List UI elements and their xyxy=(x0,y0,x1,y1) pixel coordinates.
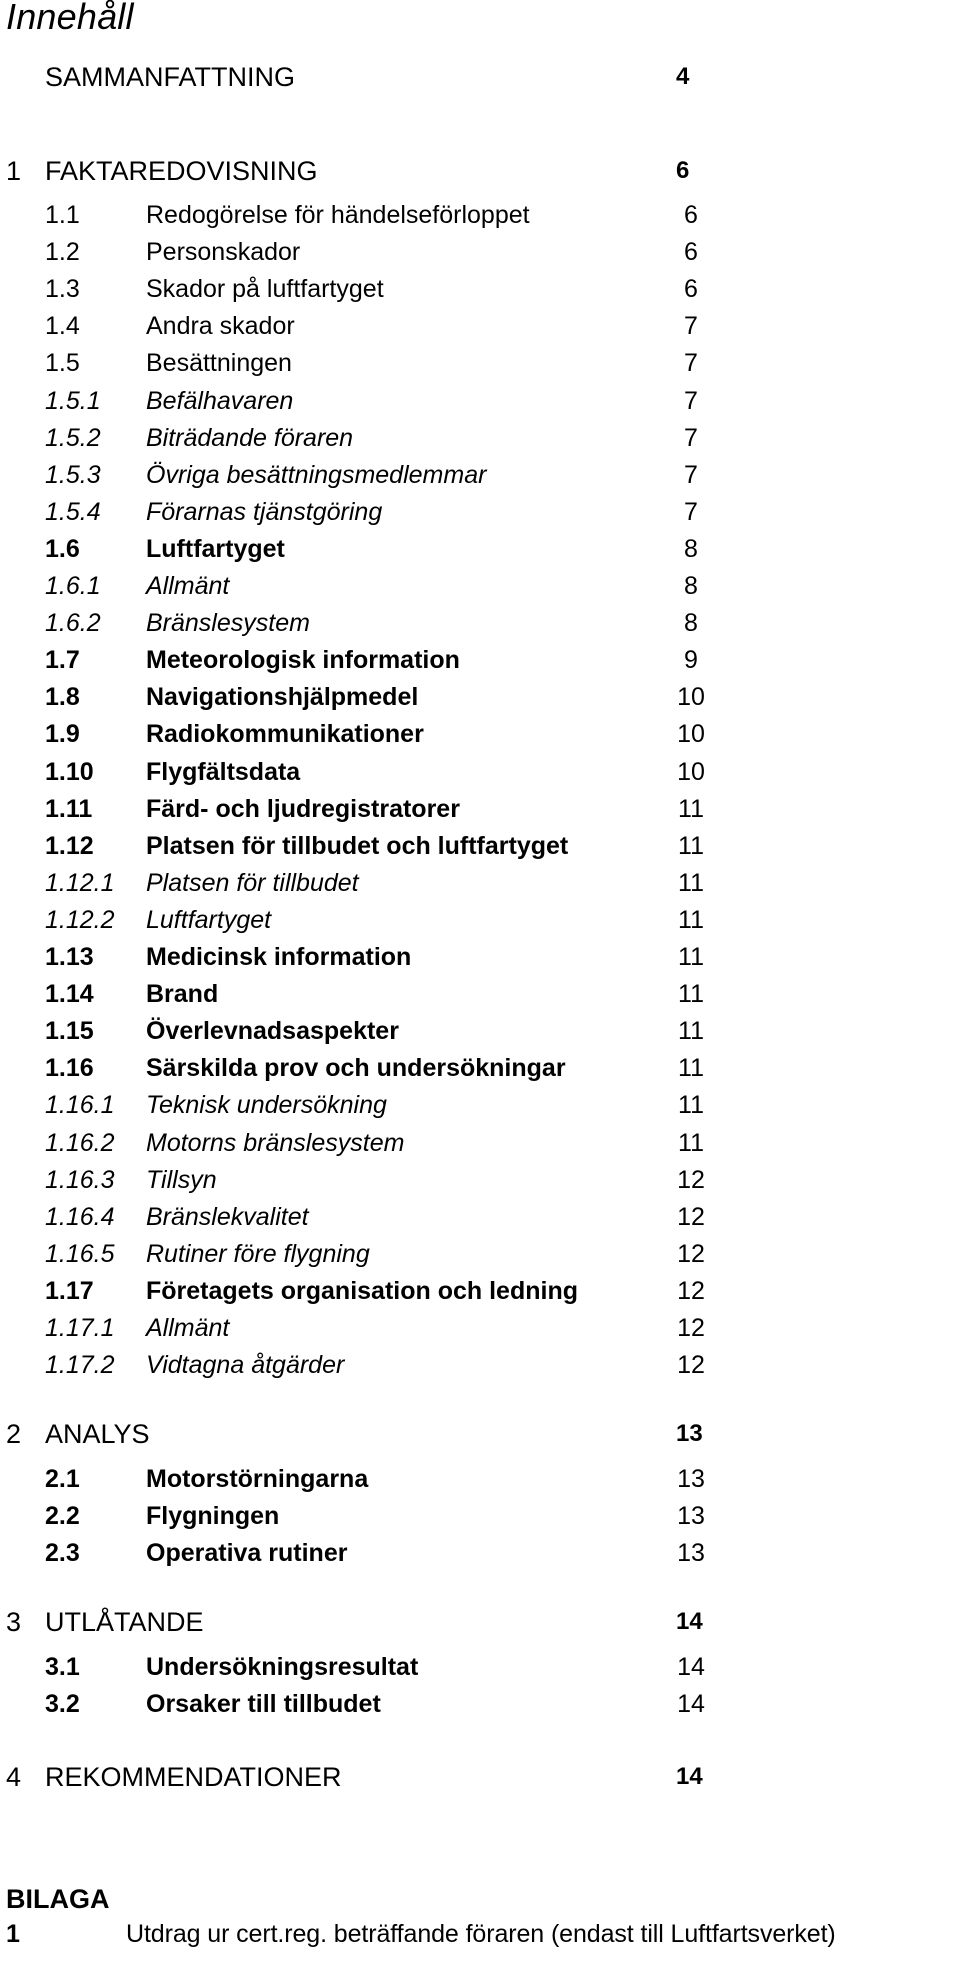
page-number: 13 xyxy=(677,1465,705,1493)
toc-entry[interactable] xyxy=(0,1236,960,1272)
toc-entry[interactable] xyxy=(0,642,960,678)
entry-number: 1.17.1 xyxy=(45,1314,115,1342)
toc-entry[interactable] xyxy=(0,865,960,901)
entry-title: Överlevnadsaspekter xyxy=(146,1017,399,1046)
entry-number: 1.13 xyxy=(45,943,94,971)
entry-title: Brand xyxy=(146,980,219,1009)
toc-entry[interactable] xyxy=(0,1310,960,1346)
toc-entry[interactable] xyxy=(0,828,960,864)
page-number: 14 xyxy=(677,1690,705,1719)
page-number: 8 xyxy=(684,609,698,638)
page-number: 7 xyxy=(684,460,698,489)
toc-entry[interactable] xyxy=(0,716,960,752)
page-number: 11 xyxy=(678,943,704,971)
toc-entry[interactable] xyxy=(0,1535,960,1571)
entry-title: Flygningen xyxy=(146,1502,280,1531)
appendix-number: 1 xyxy=(6,1920,20,1948)
page-number: 11 xyxy=(678,1128,704,1157)
toc-section-heading[interactable] xyxy=(0,59,960,95)
toc-entry[interactable] xyxy=(0,234,960,270)
toc-entry[interactable] xyxy=(0,568,960,604)
toc-entry[interactable] xyxy=(0,1461,960,1497)
entry-number: 1.3 xyxy=(45,275,80,304)
page-number: 14 xyxy=(676,1763,703,1790)
entry-number: 1.14 xyxy=(45,980,94,1009)
toc-entry[interactable] xyxy=(0,345,960,381)
entry-title: Operativa rutiner xyxy=(146,1539,348,1568)
entry-number: 2.2 xyxy=(45,1502,80,1531)
entry-title: Platsen för tillbudet och luftfartyget xyxy=(146,831,569,860)
page-number: 8 xyxy=(684,572,698,600)
entry-number: 1.12.2 xyxy=(45,905,115,934)
toc-section-heading[interactable] xyxy=(0,1416,960,1452)
section-title: REKOMMENDATIONER xyxy=(45,1762,342,1792)
toc-entry[interactable] xyxy=(0,457,960,493)
page-title: Innehåll xyxy=(6,0,134,37)
entry-title: Andra skador xyxy=(146,312,295,341)
page-number: 13 xyxy=(677,1539,705,1568)
entry-number: 1.16.3 xyxy=(45,1165,115,1194)
entry-title: Teknisk undersökning xyxy=(146,1091,387,1120)
entry-number: 1.8 xyxy=(45,683,80,712)
page-number: 13 xyxy=(677,1502,705,1531)
toc-entry[interactable] xyxy=(0,791,960,827)
entry-title: Platsen för tillbudet xyxy=(146,868,359,897)
entry-title: Förarnas tjänstgöring xyxy=(146,497,383,526)
entry-title: Motorstörningarna xyxy=(146,1465,369,1493)
page-number: 7 xyxy=(684,386,698,415)
toc-entry[interactable] xyxy=(0,494,960,530)
page-number: 10 xyxy=(677,757,705,786)
page-number: 11 xyxy=(678,868,704,897)
page-number: 11 xyxy=(678,1017,704,1046)
toc-entry[interactable] xyxy=(0,271,960,307)
entry-title: Bränslesystem xyxy=(146,609,310,638)
section-number: 2 xyxy=(6,1419,22,1449)
entry-number: 1.5.3 xyxy=(45,460,101,489)
toc-entry[interactable] xyxy=(0,1498,960,1534)
toc-entry[interactable] xyxy=(0,531,960,567)
appendix-heading: BILAGA xyxy=(6,1884,110,1914)
entry-number: 1.10 xyxy=(45,757,94,786)
toc-entry[interactable] xyxy=(0,1686,960,1722)
entry-number: 1.15 xyxy=(45,1017,94,1046)
entry-number: 1.16.1 xyxy=(45,1091,115,1120)
page-number: 6 xyxy=(684,238,698,267)
entry-number: 2.1 xyxy=(45,1465,80,1493)
page-number: 12 xyxy=(677,1314,705,1342)
entry-number: 1.5.1 xyxy=(45,386,101,415)
entry-title: Befälhavaren xyxy=(146,386,294,415)
entry-title: Företagets organisation och ledning xyxy=(146,1276,578,1305)
entry-title: Allmänt xyxy=(146,572,230,600)
toc-entry[interactable] xyxy=(0,383,960,419)
page-number: 14 xyxy=(677,1653,705,1681)
toc-entry[interactable] xyxy=(0,679,960,715)
entry-title: Vidtagna åtgärder xyxy=(146,1351,345,1380)
page-number: 14 xyxy=(676,1608,703,1635)
entry-title: Skador på luftfartyget xyxy=(146,275,384,304)
entry-number: 1.16 xyxy=(45,1054,94,1083)
page-number: 11 xyxy=(678,905,704,934)
page-number: 4 xyxy=(676,63,690,90)
appendix-title: Utdrag ur cert.reg. beträffande föraren (endast till Luftfartsverket) xyxy=(126,1920,836,1948)
page-number: 12 xyxy=(677,1165,705,1194)
page-number: 11 xyxy=(678,1091,704,1120)
entry-number: 1.9 xyxy=(45,720,80,749)
toc-entry[interactable] xyxy=(0,420,960,456)
entry-number: 1.6.2 xyxy=(45,609,101,638)
entry-title: Luftfartyget xyxy=(146,905,272,934)
entry-number: 1.17 xyxy=(45,1276,94,1305)
toc-entry[interactable] xyxy=(0,197,960,233)
entry-number: 1.1 xyxy=(45,201,80,229)
entry-title: Luftfartyget xyxy=(146,534,285,563)
page-number: 11 xyxy=(678,980,704,1009)
section-number: 4 xyxy=(6,1762,22,1792)
page-number: 12 xyxy=(677,1276,705,1305)
toc-entry[interactable] xyxy=(0,754,960,790)
page-number: 6 xyxy=(684,201,698,229)
page-number: 12 xyxy=(677,1202,705,1231)
entry-title: Biträdande föraren xyxy=(146,423,354,452)
entry-number: 1.6.1 xyxy=(45,572,101,600)
entry-number: 1.16.2 xyxy=(45,1128,115,1157)
toc-entry[interactable] xyxy=(0,1649,960,1685)
page-number: 10 xyxy=(677,683,705,712)
section-number: 1 xyxy=(6,156,22,186)
entry-number: 1.12.1 xyxy=(45,868,115,897)
toc-entry[interactable] xyxy=(0,1273,960,1309)
entry-number: 1.5 xyxy=(45,349,80,378)
page-number: 12 xyxy=(677,1351,705,1380)
toc-entry[interactable] xyxy=(0,1199,960,1235)
page-number: 7 xyxy=(684,497,698,526)
page-number: 11 xyxy=(678,1054,704,1083)
entry-title: Särskilda prov och undersökningar xyxy=(146,1054,566,1083)
page-number: 12 xyxy=(677,1239,705,1268)
toc-entry[interactable] xyxy=(0,1162,960,1198)
entry-number: 1.16.4 xyxy=(45,1202,115,1231)
section-title: FAKTAREDOVISNING xyxy=(45,156,318,186)
entry-number: 3.1 xyxy=(45,1653,80,1681)
toc-entry[interactable] xyxy=(0,939,960,975)
page-number: 8 xyxy=(684,534,698,563)
entry-number: 1.16.5 xyxy=(45,1239,115,1268)
section-title: ANALYS xyxy=(45,1419,150,1449)
section-title: SAMMANFATTNING xyxy=(45,62,296,92)
toc-entry[interactable] xyxy=(0,1125,960,1161)
page-number: 6 xyxy=(684,275,698,304)
entry-title: Allmänt xyxy=(146,1314,230,1342)
page-number: 11 xyxy=(678,794,704,823)
page-number: 6 xyxy=(676,157,690,184)
page-number: 7 xyxy=(684,423,698,452)
toc-entry[interactable] xyxy=(0,605,960,641)
entry-title: Bränslekvalitet xyxy=(146,1202,309,1231)
toc-section-heading[interactable] xyxy=(0,153,960,189)
toc-entry[interactable] xyxy=(0,902,960,938)
entry-number: 3.2 xyxy=(45,1690,80,1719)
toc-entry[interactable] xyxy=(0,1347,960,1383)
entry-title: Undersökningsresultat xyxy=(146,1653,419,1681)
entry-number: 2.3 xyxy=(45,1539,80,1568)
page-number: 7 xyxy=(684,312,698,341)
entry-title: Meteorologisk information xyxy=(146,646,460,675)
section-title: UTLÅTANDE xyxy=(45,1607,204,1637)
entry-title: Redogörelse för händelseförloppet xyxy=(146,201,530,229)
entry-number: 1.6 xyxy=(45,534,80,563)
entry-number: 1.11 xyxy=(45,794,93,823)
page-number: 13 xyxy=(676,1420,703,1447)
toc-entry[interactable] xyxy=(0,308,960,344)
entry-title: Navigationshjälpmedel xyxy=(146,683,419,712)
toc-entry[interactable] xyxy=(0,976,960,1012)
entry-number: 1.4 xyxy=(45,312,80,341)
entry-number: 1.2 xyxy=(45,238,80,267)
entry-title: Tillsyn xyxy=(146,1165,217,1194)
entry-title: Personskador xyxy=(146,238,301,267)
page-number: 11 xyxy=(678,831,704,860)
entry-title: Medicinsk information xyxy=(146,943,412,971)
section-number: 3 xyxy=(6,1607,22,1637)
entry-number: 1.5.2 xyxy=(45,423,101,452)
entry-title: Orsaker till tillbudet xyxy=(146,1690,381,1719)
entry-title: Färd- och ljudregistratorer xyxy=(146,794,460,823)
entry-number: 1.17.2 xyxy=(45,1351,115,1380)
entry-title: Motorns bränslesystem xyxy=(146,1128,405,1157)
entry-title: Övriga besättningsmedlemmar xyxy=(146,460,487,489)
toc-section-heading[interactable] xyxy=(0,1759,960,1795)
entry-number: 1.7 xyxy=(45,646,80,675)
entry-title: Rutiner före flygning xyxy=(146,1239,370,1268)
entry-title: Flygfältsdata xyxy=(146,757,301,786)
page-number: 7 xyxy=(684,349,698,378)
toc-entry[interactable] xyxy=(0,1050,960,1086)
appendix-item[interactable] xyxy=(0,1917,960,1951)
toc-entry[interactable] xyxy=(0,1013,960,1049)
entry-title: Besättningen xyxy=(146,349,292,378)
entry-title: Radiokommunikationer xyxy=(146,720,424,749)
entry-number: 1.5.4 xyxy=(45,497,101,526)
entry-number: 1.12 xyxy=(45,831,94,860)
page-number: 9 xyxy=(684,646,698,675)
toc-entry[interactable] xyxy=(0,1087,960,1123)
page-number: 10 xyxy=(677,720,705,749)
toc-section-heading[interactable] xyxy=(0,1604,960,1640)
